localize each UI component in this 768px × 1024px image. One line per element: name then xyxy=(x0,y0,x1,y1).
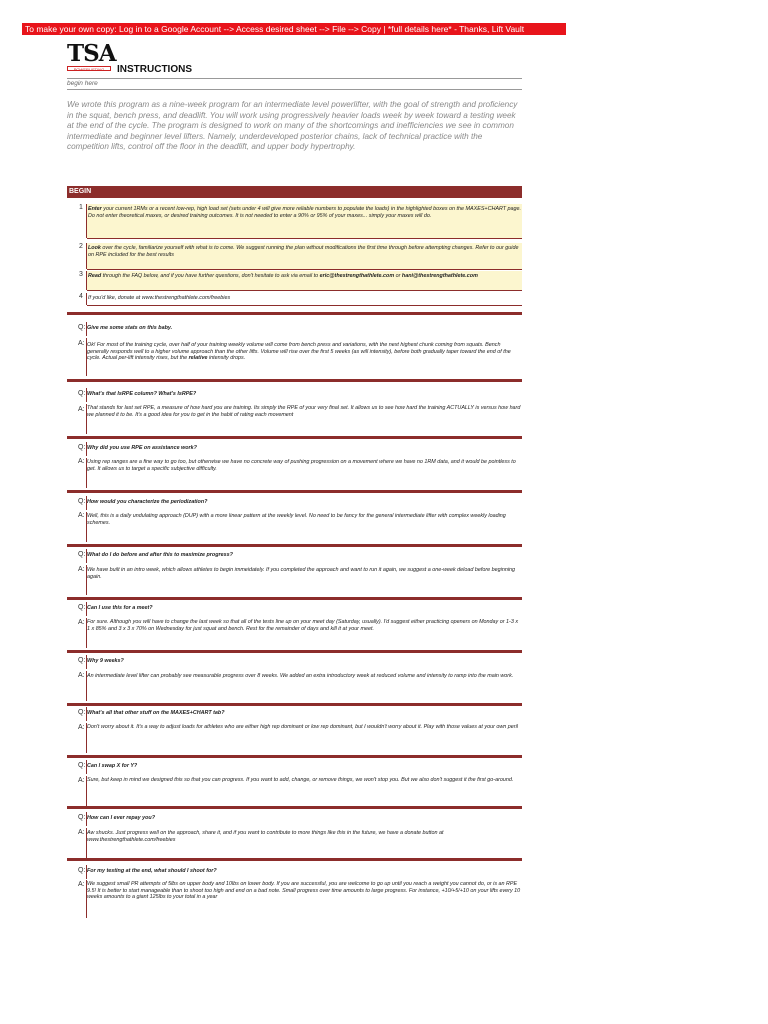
step-3-row[interactable] xyxy=(79,271,522,291)
faq-answer: We have built in an intro week, which allows athletes to begin immeidately. If you completed the approach and want to run it again, we suggest a one-week deload before beginning again. xyxy=(87,567,516,580)
faq-item xyxy=(67,442,522,494)
logo-letters: TSA xyxy=(67,40,116,67)
faq-divider xyxy=(67,490,522,493)
answer-label: A: xyxy=(78,406,85,413)
faq-question: What's that IsRPE column? What's IsRPE? xyxy=(87,391,197,397)
answer-label: A: xyxy=(78,512,85,519)
step-number: 1 xyxy=(79,204,83,211)
faq-question: Can I use this for a meet? xyxy=(87,605,153,611)
faq-question: Can I swap X for Y? xyxy=(87,763,138,769)
answer-label: A: xyxy=(78,724,85,731)
step-text: through the FAQ below, and if you have further questions, don't hesitate to ask via email to xyxy=(101,273,320,279)
faq-divider xyxy=(67,806,522,809)
faq-divider xyxy=(67,379,522,382)
faq-answer: Aw shucks. Just progress well on the approach, share it, and if you want to contribute to more things like this in the future, we have a donate button at www.thestrengthathlete.com/freebies xyxy=(87,830,444,843)
faq-question: What's all that other stuff on the MAXES+CHART tab? xyxy=(87,710,225,716)
begin-here-divider xyxy=(67,89,522,90)
step-2-row[interactable] xyxy=(79,243,522,270)
faq-item xyxy=(67,760,522,812)
logo-subtitle: POWERLIFTING xyxy=(67,66,111,71)
faq-divider xyxy=(67,755,522,758)
section-divider xyxy=(67,312,522,315)
answer-text: Ok! For most of the training cycle, over half of your training weekly volume will come from bench press and variations, with the next highest chunk coming from squats. Bench generally responds well to a higher volume approach than the other lifts. Volume will rise over the first 5 weeks (as will intensity), before both gradually taper toward the end of the cycle. Actual per-lift intensity rises, but the xyxy=(87,342,511,361)
cell-marker xyxy=(86,271,87,290)
faq-question: Why did you use RPE on assistance work? xyxy=(87,445,197,451)
answer-tail: intensity drops. xyxy=(207,355,246,361)
step-text: your current 1RMs or a recent low-rep, high load set (sets under 4 will give more reliable numbers to populate the loads) in the highlighted boxes on the MAXES+CHART page. Do not enter theoretical maxes, or desired training outcomes. It is not needed to enter a 90% or 95% of your maxes... simply your maxes will do. xyxy=(88,206,522,219)
step-1-row[interactable] xyxy=(79,204,522,239)
question-label: Q: xyxy=(78,604,86,611)
faq-answer xyxy=(87,342,522,362)
faq-answer: We suggest small PR attempts of 5lbs on upper body and 10lbs on lower body. If you are successful, you are welcome to go up until you reach a weight you cannot do, or is an RPE 9.5! It is better to start manageable than to shoot too high and end on a bad note. Small progress over time amounts to large progress. For instance, +10/+5/+10 on your lifts every 10 weeks amounts to a giant 125lbs to your total in a year xyxy=(87,881,521,900)
answer-label: A: xyxy=(78,777,85,784)
faq-answer: For sure. Although you will have to change the last week so that all of the tests line up on your meet day (Saturday, usually). I'd suggest either practicing openers on Monday or 1-3 x 1 x 85% and 3 x 3 x 70% on Wednesday for just squat and bench. Rest for the remainder of days and kill it at your meet. xyxy=(87,619,519,632)
step-number: 4 xyxy=(79,293,83,300)
faq-question: Give me some stats on this baby. xyxy=(87,325,173,331)
step-number: 3 xyxy=(79,271,83,278)
cell-marker xyxy=(86,243,87,269)
question-label: Q: xyxy=(78,814,86,821)
answer-label: A: xyxy=(78,619,85,626)
cell-marker xyxy=(86,293,87,305)
faq-item xyxy=(67,655,522,707)
faq-item xyxy=(67,496,522,548)
answer-bold: relative xyxy=(188,355,208,361)
begin-section-header: BEGIN xyxy=(67,186,522,198)
step-number: 2 xyxy=(79,243,83,250)
question-label: Q: xyxy=(78,867,86,874)
answer-label: A: xyxy=(78,881,85,888)
answer-label: A: xyxy=(78,340,85,347)
faq-question: Why 9 weeks? xyxy=(87,658,124,664)
step-text-mid: or xyxy=(394,273,402,279)
faq-divider xyxy=(67,703,522,706)
faq-question: How would you characterize the periodization? xyxy=(87,499,208,505)
question-label: Q: xyxy=(78,657,86,664)
step-lead: Look xyxy=(88,245,101,251)
faq-answer: Using rep ranges are a fine way to go too, but otherwise we have no concrete way of pushing progression on a movement where we have no 1RM data, and it would be pointless to get. It allows us to target a specific subjective difficulty. xyxy=(87,459,516,472)
begin-here-label: begin here xyxy=(67,80,98,87)
step-text: over the cycle, familiarize yourself with what is to come. We suggest running the plan without modifications the first time through before attempting changes. Refer to our guide on RPE included for the best results xyxy=(88,245,519,258)
question-label: Q: xyxy=(78,709,86,716)
step-lead: Enter xyxy=(88,206,102,212)
step-lead: Read xyxy=(88,273,102,279)
faq-divider xyxy=(67,544,522,547)
question-label: Q: xyxy=(78,498,86,505)
question-label: Q: xyxy=(78,390,86,397)
tsa-logo xyxy=(67,40,116,72)
faq-answer: That stands for last set RPE, a measure of how hard you are training. Its simply the RPE of your very final set. It allows us to see how hard the training ACTUALLY is versus how hard we planned it to be. It's a good idea for you to get in the habit of rating each movement xyxy=(87,405,521,418)
page-title: INSTRUCTIONS xyxy=(117,64,192,75)
step-text: If you'd like, donate at www.thestrengthathlete.com/freebies xyxy=(88,295,231,301)
faq-divider xyxy=(67,858,522,861)
faq-item xyxy=(67,602,522,654)
answer-label: A: xyxy=(78,566,85,573)
faq-divider xyxy=(67,650,522,653)
faq-item xyxy=(67,812,522,864)
faq-answer: An intermediate level lifter can probably see measurable progress over 8 weeks. We added an extra introductory week at reduced volume and intensity to ramp into the main work. xyxy=(87,673,514,679)
email-link-eric[interactable]: eric@thestrengthathlete.com xyxy=(319,273,395,279)
faq-question: For my testing at the end, what should I shoot for? xyxy=(87,868,217,874)
question-label: Q: xyxy=(78,762,86,769)
answer-label: A: xyxy=(78,672,85,679)
title-divider xyxy=(67,78,522,79)
faq-item xyxy=(67,388,522,440)
question-label: Q: xyxy=(78,444,86,451)
email-link-hani[interactable]: hani@thestrengthathlete.com xyxy=(401,273,478,279)
question-label: Q: xyxy=(78,324,86,331)
step-4-row[interactable] xyxy=(79,293,522,306)
faq-item xyxy=(67,865,522,925)
faq-divider xyxy=(67,436,522,439)
faq-question: What do I do before and after this to maximize progress? xyxy=(87,552,233,558)
question-label: Q: xyxy=(78,551,86,558)
faq-answer: Don't worry about it. It's a way to adjust loads for athletes who are either high rep dominant or low rep dominant, but I wouldn't worry about it. Play with those values at your own peril xyxy=(87,724,518,730)
answer-label: A: xyxy=(78,458,85,465)
cell-marker xyxy=(86,204,87,238)
faq-question: How can I ever repay you? xyxy=(87,815,156,821)
faq-answer: Well, this is a daily undulating approach (DUP) with a more linear pattern at the weekly level. No need to be fancy for the general intermediate lifter with complex weekly loading schemes. xyxy=(87,513,506,526)
faq-answer: Sure, but keep in mind we designed this so that you can progress. If you want to add, change, or remove things, we won't stop you. But we also don't suggest it the first go-around. xyxy=(87,777,514,783)
answer-label: A: xyxy=(78,829,85,836)
faq-item xyxy=(67,322,522,382)
faq-divider xyxy=(67,597,522,600)
faq-item xyxy=(67,707,522,759)
copy-instructions-banner[interactable]: To make your own copy: Log in to a Google Account --> Access desired sheet --> File --> Copy | *full details here* - Thanks, Lift Vault xyxy=(22,23,566,35)
faq-item xyxy=(67,549,522,601)
intro-paragraph: We wrote this program as a nine-week program for an intermediate level powerlifter, with the goal of strength and proficiency in the squat, bench press, and deadlift. You will work using progressively heavier loads week by week toward a testing week at the end of the cycle. The program is designed to work on many of the shortcomings and inefficiencies we see in common intermediate and beginner level lifters. Namely, underdeveloped posterior chains, lack of technical practice with the competition lifts, control off the floor in the deadlift, and upper body hypertrophy. xyxy=(67,100,518,151)
